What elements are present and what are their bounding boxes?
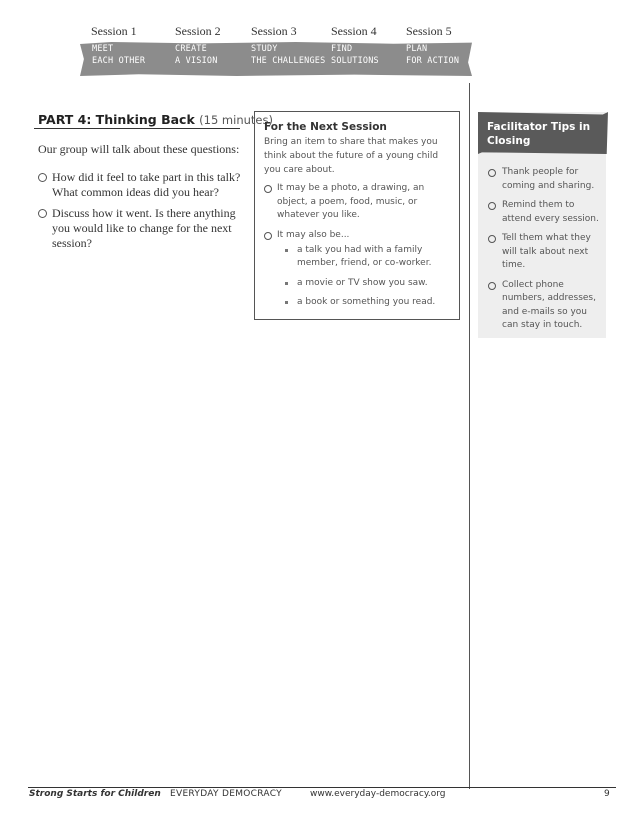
sidebar-divider — [469, 83, 470, 789]
next-session-list-2 — [264, 229, 454, 316]
list-item: Remind them to attend every session. — [488, 199, 603, 226]
circle-bullet-icon — [488, 202, 496, 210]
part-title: PART 4: Thinking Back (15 minutes) — [38, 112, 273, 127]
session-5-topic: PLAN FOR ACTION — [406, 44, 460, 66]
list-item: Collect phone numbers, addresses, and e-mails so you can stay in touch. — [488, 279, 603, 333]
list-item: It may also be... a talk you had with a family member, friend, or co-worker. a movie or TV show you saw. a book or something you read. — [264, 229, 454, 310]
tips-title: Facilitator Tips in Closing — [487, 121, 591, 147]
footer-url[interactable]: www.everyday-democracy.org — [310, 789, 446, 799]
list-item: Thank people for coming and sharing. — [488, 166, 603, 193]
session-1-topic: MEET EACH OTHER — [92, 44, 146, 66]
session-4-topic: FIND SOLUTIONS — [331, 44, 379, 66]
square-bullet-icon — [285, 249, 288, 252]
circle-bullet-icon — [264, 232, 272, 240]
list-item: It may be a photo, a drawing, an object, a poem, food, music, or whatever you like. — [264, 182, 454, 223]
session-2-topic: CREATE A VISION — [175, 44, 218, 66]
footer-organization: EVERYDAY DEMOCRACY — [170, 789, 282, 799]
sub-list — [277, 244, 454, 310]
sub-list-item: a talk you had with a family member, friend, or co-worker. — [277, 244, 454, 271]
part-intro: Our group will talk about these questions: — [38, 142, 240, 156]
next-session-box — [254, 111, 460, 320]
next-session-title: For the Next Session — [264, 121, 387, 133]
circle-bullet-icon — [488, 282, 496, 290]
next-session-intro: Bring an item to share that makes you think about the future of a young child you care about. — [264, 137, 439, 175]
sub-list-item: a book or something you read. — [277, 296, 454, 310]
list-item: Discuss how it went. Is there anything you would like to change for the next session? — [38, 206, 250, 251]
session-1-label: Session 1 — [91, 24, 137, 38]
divider — [34, 128, 240, 129]
sub-list-item: a movie or TV show you saw. — [277, 277, 454, 291]
facilitator-tips-box — [478, 112, 606, 338]
page-number: 9 — [604, 789, 610, 799]
session-progress-header — [80, 24, 470, 76]
square-bullet-icon — [285, 282, 288, 285]
list-item: How did it feel to take part in this talk? What common ideas did you hear? — [38, 170, 250, 200]
session-5-label: Session 5 — [406, 24, 452, 38]
square-bullet-icon — [285, 301, 288, 304]
question-list — [38, 170, 250, 257]
circle-bullet-icon — [488, 169, 496, 177]
footer-divider — [28, 787, 616, 788]
circle-bullet-icon — [38, 173, 47, 182]
session-2-label: Session 2 — [175, 24, 221, 38]
circle-bullet-icon — [38, 209, 47, 218]
footer-publication: Strong Starts for Children — [29, 789, 161, 799]
part-duration: (15 minutes) — [199, 113, 273, 127]
session-3-topic: STUDY THE CHALLENGES — [251, 44, 326, 66]
session-3-label: Session 3 — [251, 24, 297, 38]
session-4-label: Session 4 — [331, 24, 377, 38]
circle-bullet-icon — [488, 235, 496, 243]
next-session-list — [264, 182, 454, 223]
tips-list — [488, 166, 603, 339]
circle-bullet-icon — [264, 185, 272, 193]
list-item: Tell them what they will talk about next time. — [488, 232, 603, 273]
